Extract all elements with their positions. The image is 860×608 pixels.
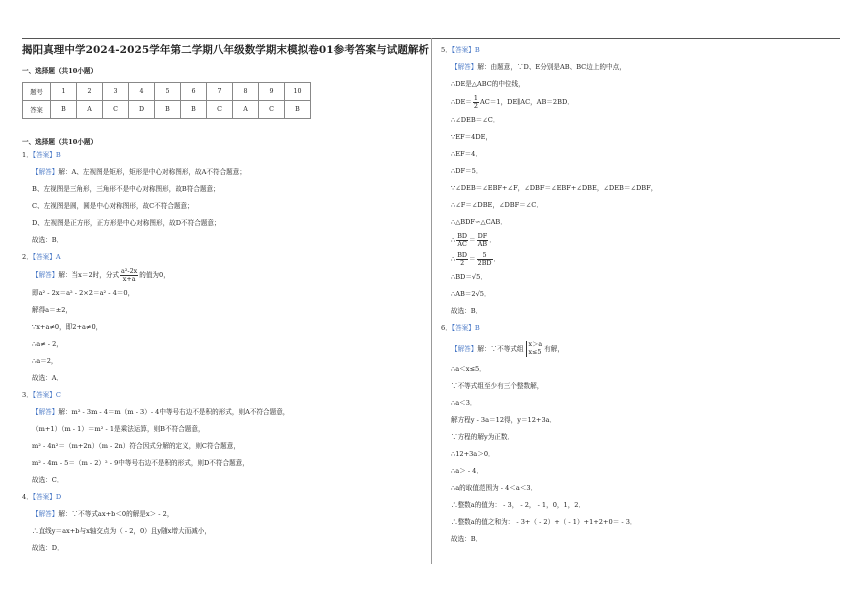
q5-solution-line bbox=[441, 59, 846, 76]
solution-tag: 【解答】 bbox=[32, 408, 59, 416]
solution-tag: 【解答】 bbox=[451, 63, 478, 71]
conclusion-line: 故选：D． bbox=[32, 544, 64, 552]
solution-line: 解方程y - 3a＝12得，y＝12+3a． bbox=[451, 416, 557, 424]
q2-answer-line bbox=[22, 249, 424, 266]
answer-tag: 【答案】B bbox=[32, 151, 61, 159]
fraction-denominator: AC bbox=[457, 239, 467, 248]
table-cell: B bbox=[285, 101, 311, 119]
fraction-denominator: 2BD bbox=[477, 258, 492, 267]
question-number: 6． bbox=[441, 324, 452, 332]
therefore-symbol: ∴ bbox=[451, 236, 456, 244]
table-cell: 答案 bbox=[23, 101, 51, 119]
solution-text: ∴DE＝ bbox=[451, 98, 472, 106]
fraction bbox=[456, 252, 468, 267]
ratio-line bbox=[441, 231, 846, 250]
solution-line: D、左视图是正方形，正方形是中心对称图形，故D不符合题意； bbox=[32, 219, 221, 227]
question-number: 3． bbox=[22, 391, 33, 399]
solution-line: ∴整数a的值为： - 3， - 2， - 1，0，1，2． bbox=[451, 501, 586, 509]
solution-line: ∴a＜x≤5． bbox=[451, 365, 486, 373]
solution-text: 解：∵不等式ax+b＜0的解是x＞ - 2， bbox=[58, 510, 174, 518]
fraction bbox=[477, 252, 493, 267]
solution-text: 的值为0， bbox=[139, 271, 170, 279]
solution-line: ∴a的取值范围为 - 4＜a＜3． bbox=[451, 484, 538, 492]
solution-text: 解：A、左视图是矩形，矩形是中心对称图形，故A不符合题意； bbox=[58, 168, 246, 176]
table-cell: A bbox=[77, 101, 103, 119]
solution-line: ∴a＞ - 4． bbox=[451, 467, 483, 475]
solution-line: ∵方程的解y为正数． bbox=[451, 433, 515, 441]
q6-solution-line bbox=[441, 337, 846, 361]
solution-line: ∴a＝2， bbox=[32, 357, 58, 365]
solution-line: 解得a＝±2， bbox=[32, 306, 73, 314]
solution-line: 即a² - 2x＝a² - 2×2＝a² - 4＝0， bbox=[32, 289, 135, 297]
conclusion-line: 故选：A． bbox=[32, 374, 64, 382]
inequality-system bbox=[526, 341, 543, 357]
fraction bbox=[120, 268, 138, 283]
conclusion-line: 故选：B． bbox=[451, 307, 483, 315]
table-cell: A bbox=[233, 101, 259, 119]
solution-line: ∵不等式组至少有三个整数解， bbox=[451, 382, 544, 390]
solution-text: 解：由题意，∵D、E分别是AB、BC边上的中点， bbox=[477, 63, 626, 71]
solution-tag: 【解答】 bbox=[32, 510, 59, 518]
fraction-numerator: BD bbox=[457, 231, 468, 240]
table-cell: 2 bbox=[77, 83, 103, 101]
q3-answer-line bbox=[22, 387, 424, 404]
section-heading: 一、选择题（共10小题） bbox=[22, 138, 98, 146]
question-number: 1． bbox=[22, 151, 33, 159]
table-cell: B bbox=[51, 101, 77, 119]
fraction-numerator: a²-2x bbox=[121, 266, 138, 275]
table-cell: C bbox=[259, 101, 285, 119]
table-cell: 1 bbox=[51, 83, 77, 101]
left-column bbox=[22, 42, 430, 557]
solution-line: ∴DE是△ABC的中位线， bbox=[451, 80, 525, 88]
conclusion-line: 故选：C． bbox=[32, 476, 64, 484]
fraction-numerator: 5 bbox=[477, 252, 493, 260]
period: ． bbox=[489, 236, 496, 244]
fraction-numerator: BD bbox=[457, 250, 468, 259]
solution-line: m² - 4m - 5＝（m - 2）² - 9中等号右边不是积的形式，则D不符合题意， bbox=[32, 459, 249, 467]
fraction bbox=[456, 233, 468, 248]
solution-text: 有解， bbox=[544, 345, 564, 353]
right-column bbox=[441, 42, 846, 548]
question-number: 5． bbox=[441, 46, 452, 54]
q1-answer-line bbox=[22, 147, 424, 164]
solution-line: ∴12+3a＞0． bbox=[451, 450, 495, 458]
conclusion-line: 故选：B． bbox=[32, 236, 64, 244]
fraction-denominator: 2 bbox=[460, 258, 465, 267]
solution-line: m² - 4n²＝（m+2n）（m - 2n）符合因式分解的定义，则C符合题意， bbox=[32, 442, 240, 450]
ratio-line bbox=[441, 250, 846, 269]
table-cell: 6 bbox=[181, 83, 207, 101]
solution-text: AC＝1，DE∥AC，AB＝2BD． bbox=[479, 98, 574, 106]
solution-line: ∴a≠ - 2， bbox=[32, 340, 63, 348]
solution-tag: 【解答】 bbox=[32, 168, 59, 176]
q4-answer-line bbox=[22, 489, 424, 506]
table-cell: 10 bbox=[285, 83, 311, 101]
answer-table-answer-row bbox=[23, 101, 311, 119]
solution-line: ∴∠F＝∠DBE，∠DBF＝∠C． bbox=[451, 201, 543, 209]
inequality-1: x＞a bbox=[528, 341, 543, 348]
question-number: 4． bbox=[22, 493, 33, 501]
fraction-denominator: AB bbox=[477, 239, 488, 248]
period: ． bbox=[493, 255, 501, 263]
solution-tag: 【解答】 bbox=[451, 345, 478, 353]
table-cell: 5 bbox=[155, 83, 181, 101]
equals-sign: ＝ bbox=[469, 236, 476, 244]
solution-line: ∴整数a的值之和为： - 3+（ - 2）+（ - 1）+1+2+0＝ - 3． bbox=[451, 518, 637, 526]
therefore-symbol: ∴ bbox=[451, 255, 456, 263]
table-cell: 题号 bbox=[23, 83, 51, 101]
fraction bbox=[473, 95, 479, 110]
solution-text: 解：m² - 3m - 4＝m（m - 3）- 4中等号右边不是积的形式，则A不符合题意， bbox=[58, 408, 290, 416]
solution-line: C、左视图是圆，圆是中心对称图形，故C不符合题意； bbox=[32, 202, 194, 210]
table-cell: B bbox=[155, 101, 181, 119]
conclusion-line: 故选：B． bbox=[451, 535, 483, 543]
table-cell: 7 bbox=[207, 83, 233, 101]
section-heading: 一、选择题（共10小题） bbox=[22, 67, 98, 75]
answer-tag: 【答案】B bbox=[451, 324, 480, 332]
q3-solution-line bbox=[22, 404, 424, 421]
table-cell: 8 bbox=[233, 83, 259, 101]
table-cell: 9 bbox=[259, 83, 285, 101]
document-title: 揭阳真理中学2024-2025学年第二学期八年级数学期末模拟卷01参考答案与试题解析 bbox=[22, 44, 430, 56]
answer-tag: 【答案】D bbox=[32, 493, 62, 501]
solution-line: ∵EF＝4DE， bbox=[451, 133, 493, 141]
solution-line: ∴BD＝√5． bbox=[451, 273, 487, 281]
table-cell: D bbox=[129, 101, 155, 119]
q5-answer-line bbox=[441, 42, 846, 59]
solution-line: ∴△BDF∽△CAB． bbox=[451, 218, 507, 226]
solution-text: 解：∵不等式组 bbox=[477, 345, 524, 353]
table-cell: C bbox=[103, 101, 129, 119]
solution-line: ∴EF＝4． bbox=[451, 150, 482, 158]
solution-line: （m+1）（m - 1）＝m² - 1是乘法运算，则B不符合题意， bbox=[32, 425, 205, 433]
inequality-2: x≤5 bbox=[528, 349, 542, 356]
solution-text: 解：当x＝2时，分式 bbox=[58, 271, 120, 279]
solution-line: ∴DF＝5． bbox=[451, 167, 483, 175]
q4-solution-line bbox=[22, 506, 424, 523]
fraction-denominator: 2 bbox=[473, 101, 478, 110]
solution-line: ∵∠DEB＝∠EBF+∠F，∠DBF＝∠EBF+∠DBE，∠DEB＝∠DBF， bbox=[451, 184, 658, 192]
fraction-numerator: 1 bbox=[473, 93, 478, 102]
answer-tag: 【答案】A bbox=[32, 253, 61, 261]
table-cell: 4 bbox=[129, 83, 155, 101]
equals-sign: ＝ bbox=[469, 255, 476, 263]
fraction-numerator: DF bbox=[477, 231, 488, 240]
table-cell: C bbox=[207, 101, 233, 119]
table-cell: B bbox=[181, 101, 207, 119]
answer-table bbox=[22, 82, 311, 119]
q2-solution-line bbox=[22, 266, 424, 285]
solution-line: ∴∠DEB＝∠C． bbox=[451, 116, 500, 124]
solution-line: ∴a＜3． bbox=[451, 399, 477, 407]
column-divider bbox=[431, 38, 432, 564]
fraction-denominator: x+a bbox=[122, 274, 136, 283]
solution-line: ∴AB＝2√5． bbox=[451, 290, 491, 298]
solution-line: B、左视图是三角形，三角形不是中心对称图形，故B符合题意； bbox=[32, 185, 220, 193]
fraction bbox=[477, 233, 489, 248]
solution-line bbox=[441, 93, 846, 112]
answer-tag: 【答案】B bbox=[451, 46, 480, 54]
solution-line: ∵x+a≠0，即2+a≠0， bbox=[32, 323, 103, 331]
solution-tag: 【解答】 bbox=[32, 271, 59, 279]
answer-table-header-row bbox=[23, 83, 311, 101]
table-cell: 3 bbox=[103, 83, 129, 101]
answer-tag: 【答案】C bbox=[32, 391, 61, 399]
solution-line: ∴直线y＝ax+b与x轴交点为（ - 2，0）且y随x增大而减小， bbox=[32, 527, 211, 535]
q6-answer-line bbox=[441, 320, 846, 337]
question-number: 2． bbox=[22, 253, 33, 261]
q1-solution-line bbox=[22, 164, 424, 181]
